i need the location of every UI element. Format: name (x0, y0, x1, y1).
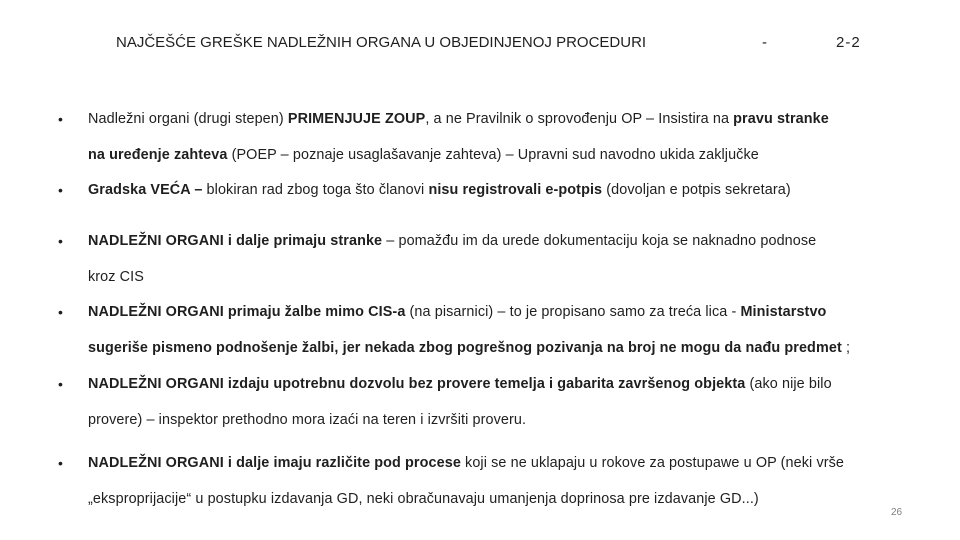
bullet-text (88, 366, 908, 438)
bullet-dot: • (58, 455, 63, 471)
slide-title: NAJČEŠĆE GREŠKE NADLEŽNIH ORGANA U OBJEDINJENOJ PROCEDURI (116, 34, 647, 51)
bullet-run: (dovoljan e potpis sekretara) (602, 182, 791, 198)
bullet-bold-run: na uređenje zahteva (88, 147, 228, 163)
bullet-text (88, 223, 908, 295)
bullet-text (88, 445, 908, 517)
bullet-run: ; (841, 340, 851, 356)
bullet-bold-run: nisu registrovali e-potpis (428, 182, 603, 198)
bullet-bold-run: NADLEŽNI ORGANI i dalje imaju različite pod procese (88, 455, 461, 471)
bullet-bold-run: NADLEŽNI ORGANI izdaju upotrebnu dozvolu bez provere temelja i gabarita završenog objekta (88, 376, 746, 392)
page-number: 26 (891, 507, 903, 518)
title-page-ref: 2-2 (836, 34, 861, 51)
bullet-run: , a ne Pravilnik o sprovođenju OP – Insistira na (425, 111, 734, 127)
bullet-dot: • (58, 182, 63, 198)
bullet-dot: • (58, 304, 63, 320)
bullet-run: blokiran rad zbog toga što članovi (206, 182, 429, 198)
bullet-bold-run: NADLEŽNI ORGANI primaju žalbe mimo CIS-a (88, 304, 406, 320)
bullet-bold-run: PRIMENJUJE ZOUP (287, 111, 426, 127)
bullet-bold-run: sugeriše pismeno podnošenje žalbi, jer nekada zbog pogrešnog pozivanja na broj ne mogu da nađu predmet (88, 340, 842, 356)
bullet-run: kroz CIS (88, 269, 144, 285)
bullet-run: (POEP – poznaje usaglašavanje zahteva) – Upravni sud navodno ukida zaključke (227, 147, 759, 163)
bullet-bold-run: pravu stranke (733, 111, 829, 127)
bullet-text (88, 101, 908, 173)
bullet-dot: • (58, 376, 63, 392)
bullet-run: (na pisarnici) – to je propisano samo za treća lica - (405, 304, 741, 320)
bullet-run: provere) – inspektor prethodno mora izaći na teren i izvršiti proveru. (88, 412, 527, 428)
bullet-bold-run: Ministarstvo (740, 304, 827, 320)
title-dash: - (762, 34, 767, 51)
bullet-dot: • (58, 233, 63, 249)
bullet-bold-run: NADLEŽNI ORGANI i dalje primaju stranke (88, 233, 383, 249)
bullet-run: – pomažđu im da urede dokumentaciju koja se naknadno podnose (382, 233, 817, 249)
bullet-dot: • (58, 111, 63, 127)
bullet-text (88, 294, 908, 366)
bullet-run: „eksproprijacije“ u postupku izdavanja GD, neki obračunavaju umanjenja doprinosa pre izdavanje GD...) (88, 491, 759, 507)
bullet-text (88, 172, 908, 208)
bullet-run: (ako nije bilo (745, 376, 832, 392)
bullet-bold-run: Gradska VEĆA – (88, 182, 207, 198)
bullet-run: koji se ne uklapaju u rokove za postupawe u OP (neki vrše (460, 455, 845, 471)
bullet-run: Nadležni organi (drugi stepen) (88, 111, 288, 127)
